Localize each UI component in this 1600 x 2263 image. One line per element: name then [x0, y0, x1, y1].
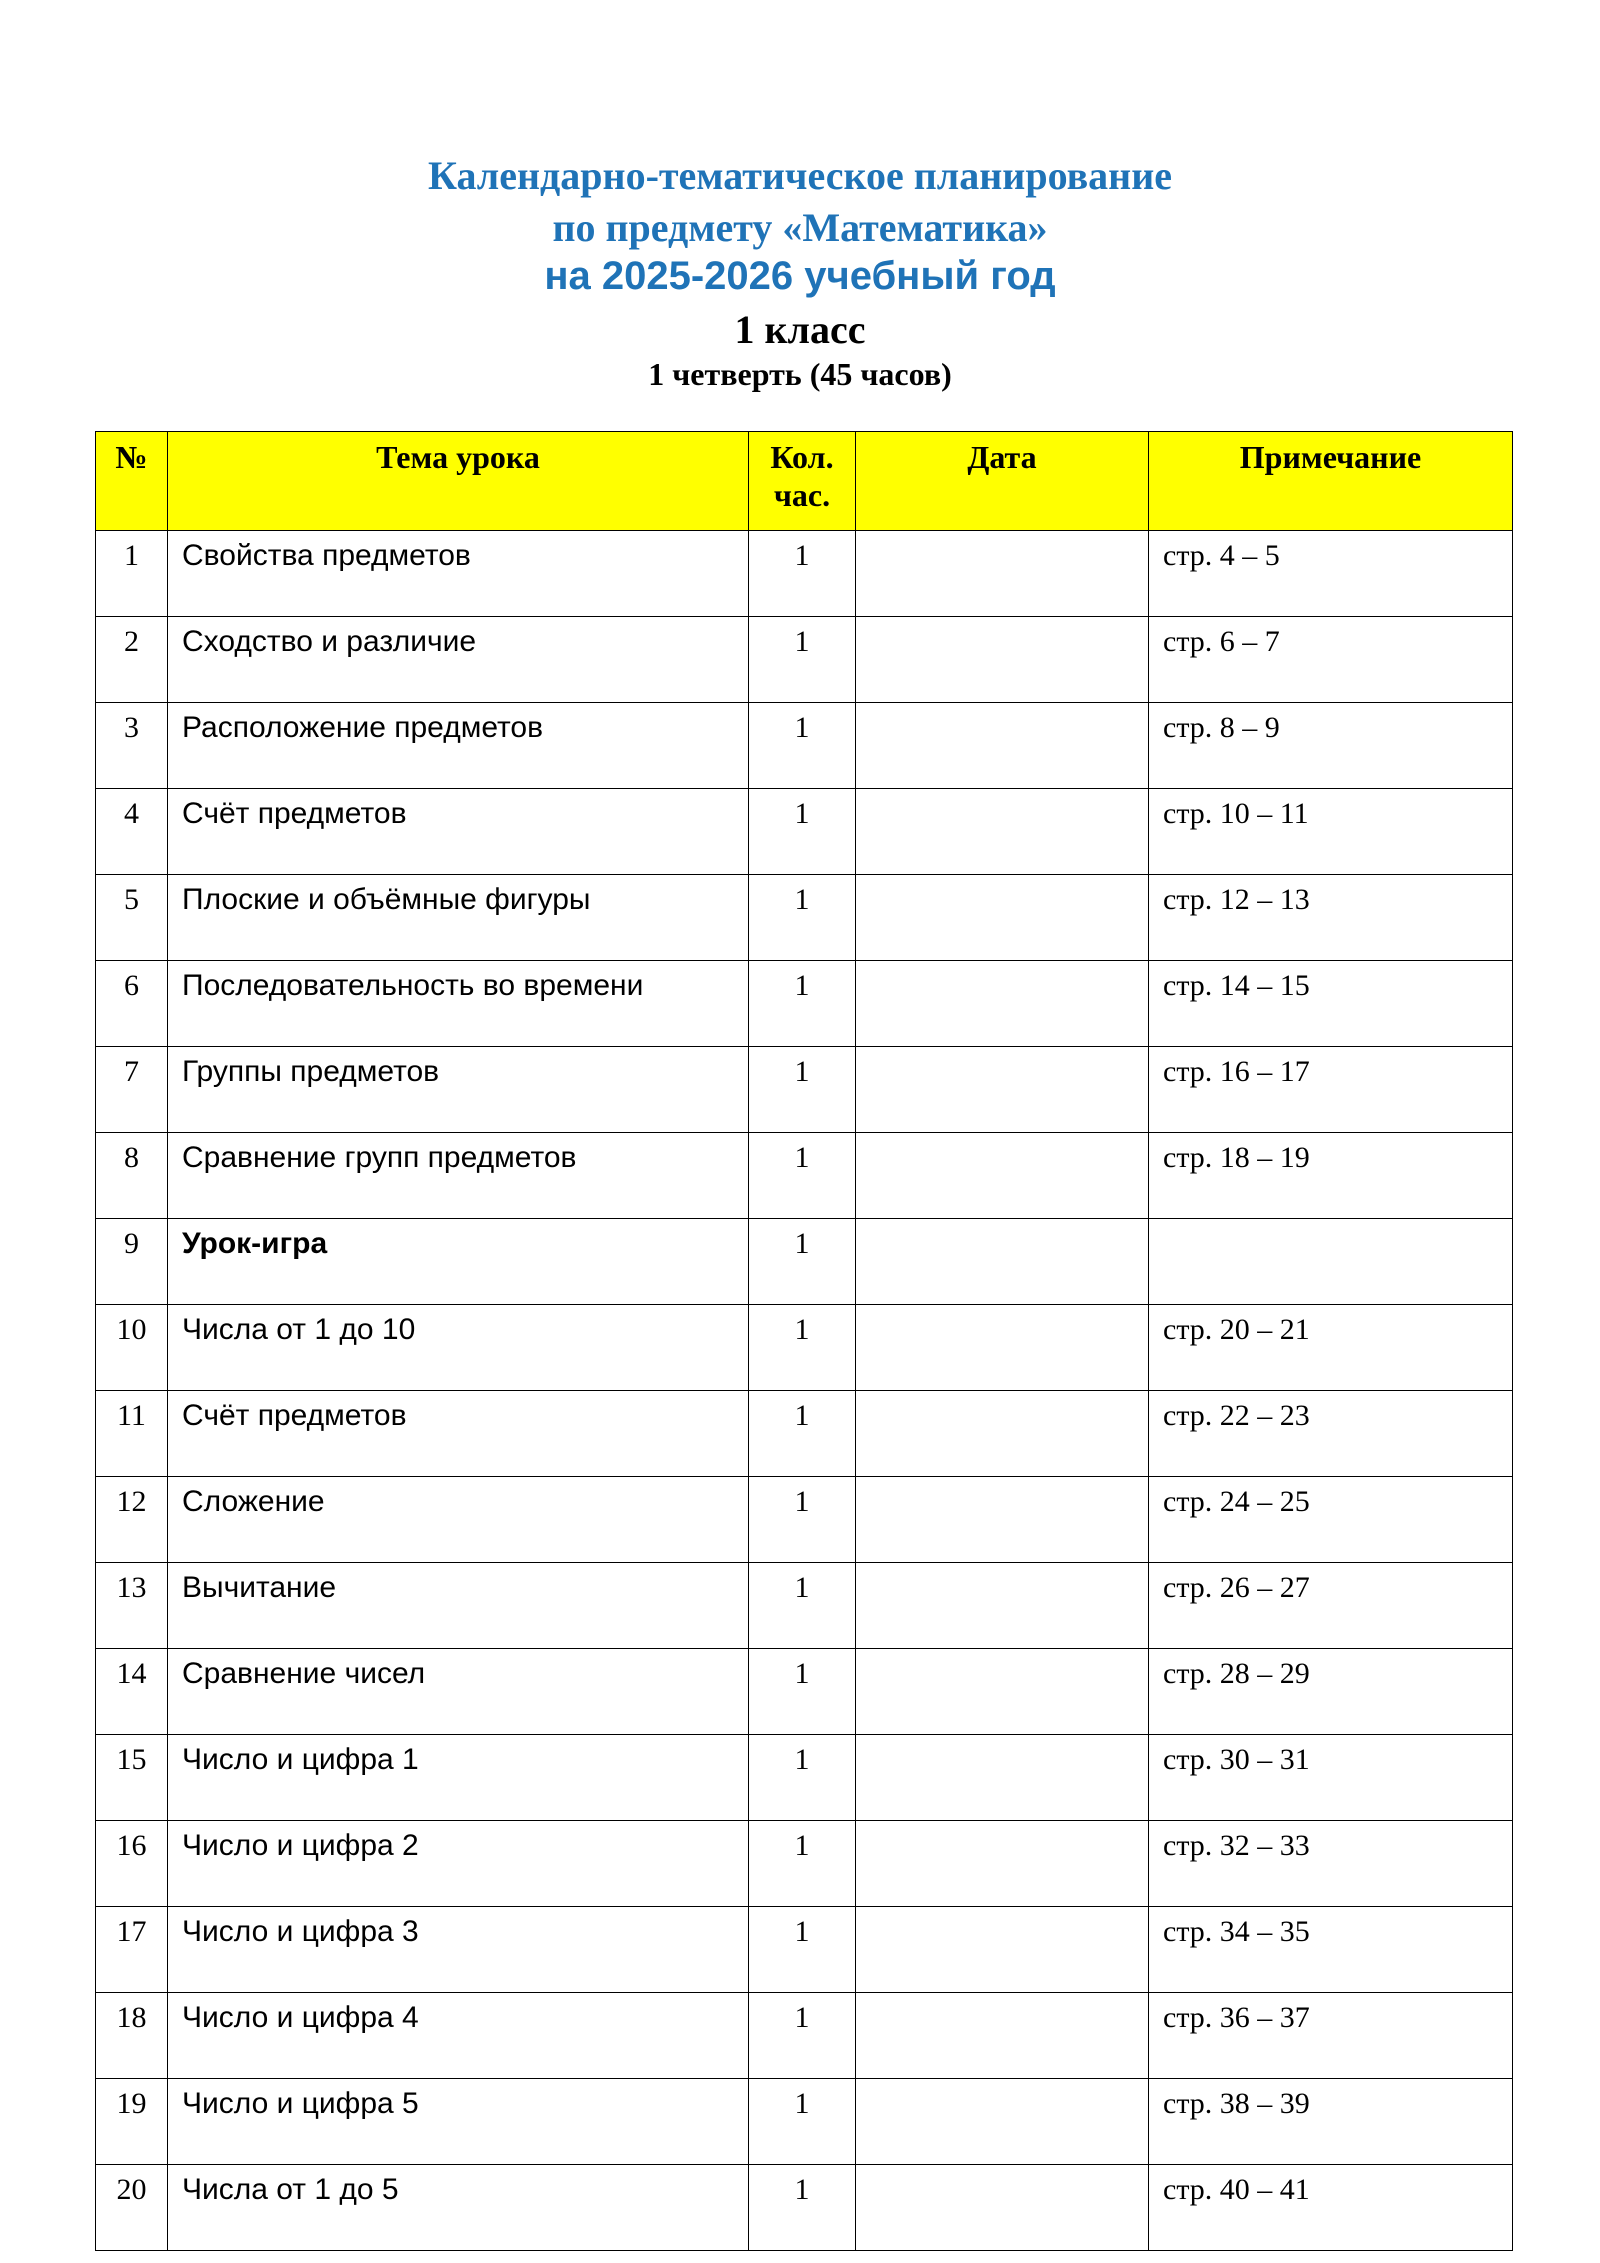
cell-date	[856, 1821, 1149, 1907]
quarter-title: 1 четверть (45 часов)	[648, 356, 952, 392]
cell-date	[856, 1133, 1149, 1219]
cell-note: стр. 40 – 41	[1149, 2165, 1513, 2251]
table-row	[96, 617, 1513, 703]
cell-note: стр. 10 – 11	[1149, 789, 1513, 875]
cell-topic: Сравнение групп предметов	[168, 1133, 749, 1219]
cell-num: 17	[96, 1907, 168, 1993]
cell-date	[856, 1907, 1149, 1993]
column-header-date: Дата	[856, 432, 1149, 531]
cell-hours: 1	[749, 875, 856, 961]
table-row	[96, 1391, 1513, 1477]
column-header-note: Примечание	[1149, 432, 1513, 531]
cell-hours: 1	[749, 1907, 856, 1993]
table-row	[96, 1735, 1513, 1821]
cell-hours: 1	[749, 2079, 856, 2165]
cell-num: 19	[96, 2079, 168, 2165]
table-body	[96, 531, 1513, 2251]
cell-num: 10	[96, 1305, 168, 1391]
cell-hours: 1	[749, 1305, 856, 1391]
cell-hours: 1	[749, 1735, 856, 1821]
cell-date	[856, 1477, 1149, 1563]
cell-note: стр. 12 – 13	[1149, 875, 1513, 961]
cell-hours: 1	[749, 1391, 856, 1477]
table-row	[96, 875, 1513, 961]
cell-topic: Плоские и объёмные фигуры	[168, 875, 749, 961]
cell-date	[856, 531, 1149, 617]
cell-num: 3	[96, 703, 168, 789]
subject-title: по предмету «Математика»	[552, 205, 1048, 250]
table-header-row	[96, 432, 1513, 531]
table-row	[96, 1219, 1513, 1305]
table-row	[96, 2165, 1513, 2251]
cell-date	[856, 789, 1149, 875]
plan-title: Календарно-тематическое планирование	[427, 153, 1173, 198]
cell-date	[856, 875, 1149, 961]
cell-topic: Свойства предметов	[168, 531, 749, 617]
cell-date	[856, 617, 1149, 703]
cell-hours: 1	[749, 1649, 856, 1735]
cell-num: 1	[96, 531, 168, 617]
cell-topic: Счёт предметов	[168, 789, 749, 875]
cell-topic: Урок-игра	[168, 1219, 749, 1305]
cell-topic: Число и цифра 4	[168, 1993, 749, 2079]
cell-date	[856, 1649, 1149, 1735]
table-row	[96, 703, 1513, 789]
cell-topic: Числа от 1 до 10	[168, 1305, 749, 1391]
cell-note: стр. 28 – 29	[1149, 1649, 1513, 1735]
cell-hours: 1	[749, 2165, 856, 2251]
cell-topic: Число и цифра 5	[168, 2079, 749, 2165]
cell-topic: Последовательность во времени	[168, 961, 749, 1047]
cell-topic: Число и цифра 3	[168, 1907, 749, 1993]
cell-topic: Сложение	[168, 1477, 749, 1563]
cell-note: стр. 30 – 31	[1149, 1735, 1513, 1821]
cell-hours: 1	[749, 961, 856, 1047]
cell-note	[1149, 1219, 1513, 1305]
column-header-topic: Тема урока	[168, 432, 749, 531]
lesson-plan-table	[95, 431, 1513, 2251]
cell-date	[856, 1219, 1149, 1305]
cell-hours: 1	[749, 703, 856, 789]
cell-note: стр. 4 – 5	[1149, 531, 1513, 617]
cell-hours: 1	[749, 1133, 856, 1219]
cell-num: 8	[96, 1133, 168, 1219]
table-row	[96, 1305, 1513, 1391]
cell-topic: Сходство и различие	[168, 617, 749, 703]
table-row	[96, 1563, 1513, 1649]
cell-date	[856, 2079, 1149, 2165]
cell-note: стр. 14 – 15	[1149, 961, 1513, 1047]
column-header-hours: Кол. час.	[749, 432, 856, 531]
cell-hours: 1	[749, 1219, 856, 1305]
school-year-title: на 2025-2026 учебный год	[544, 254, 1056, 298]
cell-date	[856, 961, 1149, 1047]
cell-date	[856, 2165, 1149, 2251]
table-row	[96, 789, 1513, 875]
cell-num: 16	[96, 1821, 168, 1907]
cell-date	[856, 1563, 1149, 1649]
cell-num: 4	[96, 789, 168, 875]
cell-topic: Расположение предметов	[168, 703, 749, 789]
cell-num: 13	[96, 1563, 168, 1649]
cell-num: 15	[96, 1735, 168, 1821]
cell-note: стр. 8 – 9	[1149, 703, 1513, 789]
cell-date	[856, 1047, 1149, 1133]
cell-hours: 1	[749, 1993, 856, 2079]
cell-num: 5	[96, 875, 168, 961]
grade-title: 1 класс	[734, 307, 866, 352]
cell-hours: 1	[749, 1477, 856, 1563]
cell-note: стр. 22 – 23	[1149, 1391, 1513, 1477]
cell-note: стр. 18 – 19	[1149, 1133, 1513, 1219]
cell-date	[856, 1391, 1149, 1477]
cell-note: стр. 16 – 17	[1149, 1047, 1513, 1133]
cell-topic: Счёт предметов	[168, 1391, 749, 1477]
cell-note: стр. 38 – 39	[1149, 2079, 1513, 2165]
cell-topic: Группы предметов	[168, 1047, 749, 1133]
table-row	[96, 961, 1513, 1047]
cell-topic: Сравнение чисел	[168, 1649, 749, 1735]
table-row	[96, 1477, 1513, 1563]
table-row	[96, 1821, 1513, 1907]
cell-date	[856, 1305, 1149, 1391]
table-row	[96, 2079, 1513, 2165]
cell-num: 7	[96, 1047, 168, 1133]
column-header-num: №	[96, 432, 168, 531]
cell-topic: Число и цифра 1	[168, 1735, 749, 1821]
cell-note: стр. 36 – 37	[1149, 1993, 1513, 2079]
table-row	[96, 1047, 1513, 1133]
cell-topic: Число и цифра 2	[168, 1821, 749, 1907]
cell-num: 12	[96, 1477, 168, 1563]
cell-num: 9	[96, 1219, 168, 1305]
table-row	[96, 1649, 1513, 1735]
table-row	[96, 1907, 1513, 1993]
cell-hours: 1	[749, 1821, 856, 1907]
table-row	[96, 531, 1513, 617]
cell-topic: Вычитание	[168, 1563, 749, 1649]
cell-date	[856, 1735, 1149, 1821]
cell-num: 18	[96, 1993, 168, 2079]
cell-note: стр. 32 – 33	[1149, 1821, 1513, 1907]
cell-num: 2	[96, 617, 168, 703]
cell-note: стр. 20 – 21	[1149, 1305, 1513, 1391]
cell-num: 6	[96, 961, 168, 1047]
cell-hours: 1	[749, 1563, 856, 1649]
cell-date	[856, 1993, 1149, 2079]
cell-date	[856, 703, 1149, 789]
cell-num: 14	[96, 1649, 168, 1735]
cell-hours: 1	[749, 617, 856, 703]
cell-note: стр. 24 – 25	[1149, 1477, 1513, 1563]
cell-note: стр. 6 – 7	[1149, 617, 1513, 703]
table-row	[96, 1993, 1513, 2079]
cell-num: 11	[96, 1391, 168, 1477]
cell-topic: Числа от 1 до 5	[168, 2165, 749, 2251]
cell-hours: 1	[749, 789, 856, 875]
cell-note: стр. 34 – 35	[1149, 1907, 1513, 1993]
table-row	[96, 1133, 1513, 1219]
cell-hours: 1	[749, 1047, 856, 1133]
cell-note: стр. 26 – 27	[1149, 1563, 1513, 1649]
cell-hours: 1	[749, 531, 856, 617]
cell-num: 20	[96, 2165, 168, 2251]
